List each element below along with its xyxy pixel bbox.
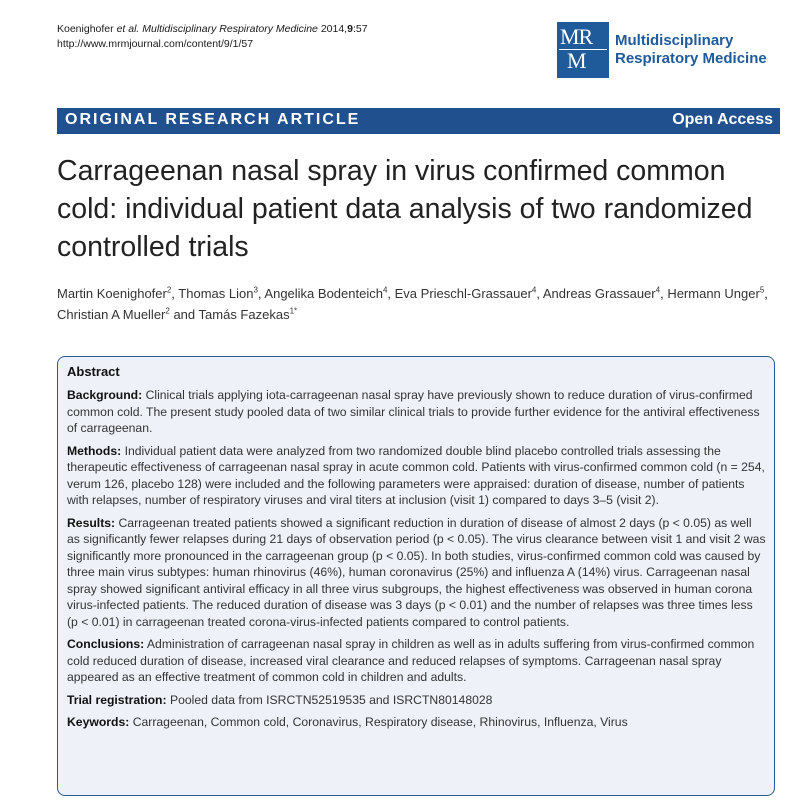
author-affiliation: 4 — [655, 285, 661, 295]
abstract-section-label: Conclusions: — [67, 637, 145, 651]
logo-mark-bottom: M — [567, 48, 586, 73]
author-name[interactable]: Andreas Grassauer — [542, 286, 656, 301]
author-name[interactable]: Martin Koenighofer — [57, 286, 167, 301]
author-separator: , — [764, 286, 768, 301]
abstract-heading: Abstract — [67, 364, 120, 379]
abstract-section — [67, 692, 766, 709]
article-type: ORIGINAL RESEARCH ARTICLE — [65, 111, 361, 128]
citation-article: :57 — [352, 23, 368, 35]
author-affiliation: 2 — [165, 306, 170, 316]
abstract-section-text: Administration of carrageenan nasal spray in children as well as in adults suffering from virus-confirmed common cold reduced duration of disease, increased viral clearance and reduced relapses of symptoms. Carrageenan nasal spray appeared as an effective treatment of common cold in children and adults. — [67, 637, 755, 684]
abstract-section-label: Results: — [67, 515, 116, 530]
open-access-label: Open Access — [672, 111, 773, 128]
author-separator: , — [257, 286, 265, 301]
abstract-box — [57, 356, 775, 796]
author-name[interactable]: Angelika Bodenteich — [264, 286, 383, 301]
citation-author: Koenighofer — [57, 23, 114, 35]
author-separator: and — [169, 307, 199, 322]
author-separator: , — [660, 286, 668, 301]
abstract-section — [67, 636, 766, 686]
author-affiliation: 5 — [759, 285, 765, 295]
author-affiliation: 2 — [166, 285, 172, 295]
author-affiliation: 1* — [289, 306, 298, 316]
logo-text — [615, 32, 790, 68]
abstract-section — [67, 714, 766, 731]
abstract-sections — [67, 387, 766, 731]
author-name[interactable]: Thomas Lion — [178, 286, 254, 301]
citation-volume: 9 — [347, 23, 353, 35]
mrm-logo-icon — [557, 22, 609, 78]
abstract-section-label: Keywords: — [67, 715, 130, 729]
citation-year: 2014, — [320, 23, 348, 35]
abstract-section-text: Pooled data from ISRCTN52519535 and ISRCTN80148028 — [169, 692, 493, 707]
author-name[interactable]: Tamás Fazekas — [198, 307, 290, 322]
abstract-section-text: Clinical trials applying iota-carrageenan nasal spray have previously shown to reduce duration of virus-confirmed common cold. The present study pooled data of two similar clinical trials to provide further evidence for the antiviral effectiveness of carrageenan. — [67, 388, 760, 435]
author-name[interactable]: Christian A Mueller — [57, 307, 166, 322]
author-separator: , — [387, 286, 395, 301]
citation-journal: Multidisciplinary Respiratory Medicine — [142, 23, 318, 35]
abstract-section-text: Carrageenan, Common cold, Coronavirus, Respiratory disease, Rhinovirus, Influenza, Virus — [132, 715, 628, 729]
abstract-section — [67, 443, 766, 509]
author-affiliation: 4 — [382, 285, 388, 295]
abstract-section — [67, 515, 766, 631]
abstract-section-label: Methods: — [67, 443, 122, 458]
logo-mark-top: MR — [560, 24, 593, 49]
article-type-banner — [57, 108, 780, 134]
author-list — [57, 283, 787, 325]
abstract-section-label: Background: — [67, 388, 143, 402]
author-separator: , — [171, 286, 179, 301]
logo-line1: Multidisciplinary — [615, 32, 734, 49]
author-affiliation: 3 — [253, 285, 258, 295]
journal-logo[interactable] — [557, 22, 787, 78]
citation-url[interactable]: http://www.mrmjournal.com/content/9/1/57 — [57, 38, 254, 50]
logo-line2: Respiratory Medicine — [615, 50, 767, 67]
abstract-section-text: Carrageenan treated patients showed a significant reduction in duration of disease of almost 2 days (p < 0.05) as well as significantly fewer relapses during 21 days of observation period (p < 0.05). The virus clearance between visit 1 and visit 2 was significantly more pronounced in the carrageenan group (p < 0.05). In both studies, virus-confirmed common cold was caused by three main virus subtypes: human rhinovirus (46%), human coronavirus (25%) and influenza A (14%) virus. Carrageenan nasal spray showed significant antiviral efficacy in all three virus subgroups, the highest effectiveness was observed in human corona virus-infected patients. The reduced duration of disease was 3 days (p < 0.01) and the number of relapses was three times less (p < 0.01) in carrageenan treated corona-virus-infected patients compared to control patients. — [67, 515, 766, 629]
author-affiliation: 4 — [531, 285, 537, 295]
author-name[interactable]: Eva Prieschl-Grassauer — [394, 286, 532, 301]
citation-et-al: et al. — [116, 23, 140, 35]
citation-line — [57, 22, 368, 37]
abstract-section-label: Trial registration: — [67, 692, 167, 707]
citation-header — [57, 22, 368, 52]
abstract-section — [67, 387, 766, 437]
article-title: Carrageenan nasal spray in virus confirmed common cold: individual patient data analysis of two randomized controlled trials — [57, 155, 753, 263]
author-separator: , — [536, 286, 543, 301]
author-name[interactable]: Hermann Unger — [667, 286, 760, 301]
abstract-section-text: Individual patient data were analyzed from two randomized double blind placebo controlled trials assessing the therapeutic effectiveness of carrageenan nasal spray in acute common cold. Patients with virus-confirmed common cold (n = 254, verum 126, placebo 128) were included and the following parameters were appraised: duration of disease, number of patients with relapses, number of respiratory viruses and viral titers at inclusion (visit 1) compared to days 3–5 (visit 2). — [67, 443, 765, 507]
